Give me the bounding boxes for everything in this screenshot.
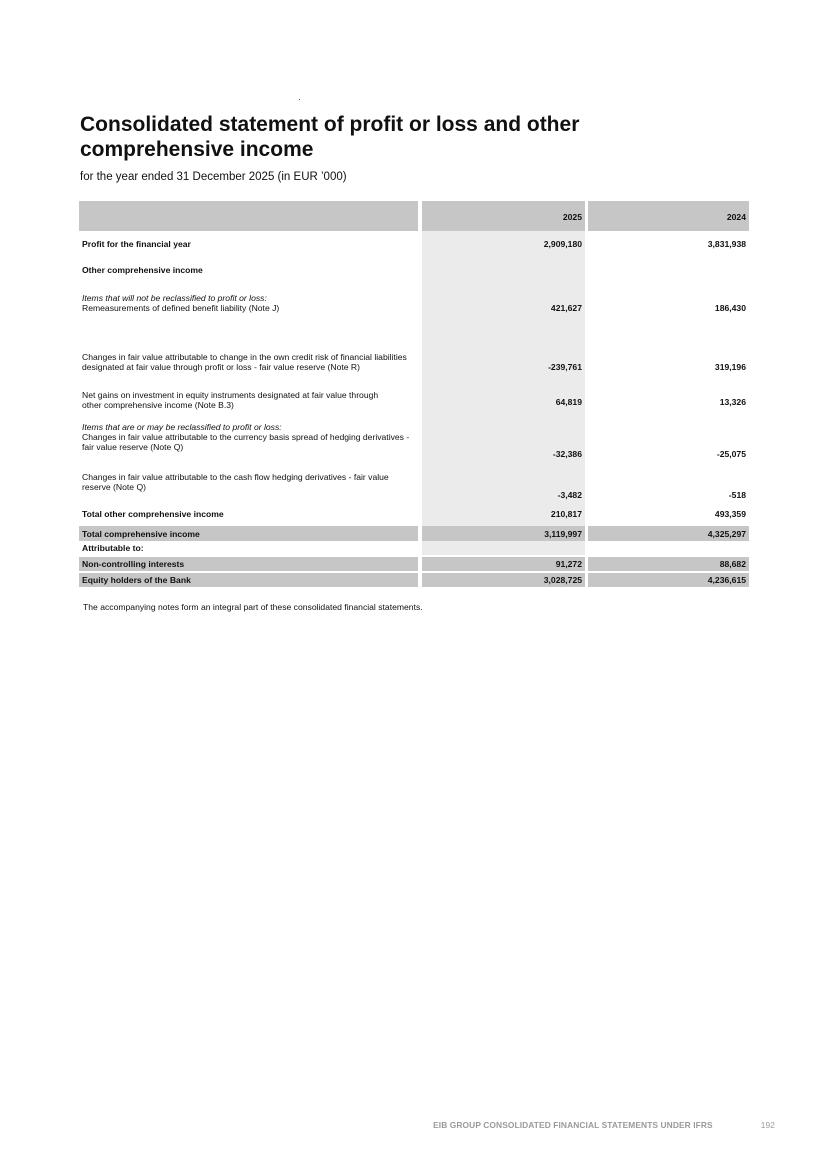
page-number: 192 — [760, 1120, 775, 1130]
row-label: Net gains on investment in equity instruments designated at fair value through other comprehensive income (Note B.3) — [82, 390, 379, 410]
subsection-heading: Items that are or may be reclassified to profit or loss: — [82, 422, 282, 432]
row-label: Total other comprehensive income — [82, 509, 224, 519]
footnote: The accompanying notes form an integral part of these consolidated financial statements. — [83, 602, 423, 612]
value-2025: -32,386 — [422, 411, 585, 461]
value-2024: 13,326 — [719, 397, 746, 407]
value-2024: -25,075 — [716, 449, 746, 459]
table-row-remeasurements — [79, 284, 749, 318]
table-row-profit — [79, 231, 749, 256]
row-label: Attributable to: — [82, 543, 144, 553]
value-2024: 319,196 — [714, 362, 746, 372]
row-label: Equity holders of the Bank — [79, 573, 418, 587]
value-2025: 2,909,180 — [422, 231, 585, 256]
value-2025: 91,272 — [422, 557, 585, 571]
page-title — [80, 112, 680, 162]
value-2025: 210,817 — [422, 502, 585, 526]
table-header-row — [79, 201, 749, 231]
column-header-2024: 2024 — [588, 201, 749, 231]
row-label: Changes in fair value attributable to change in the own credit risk of financial liabilities designated at fair value through profit or loss - fair value reserve (Note R) — [82, 352, 407, 372]
table-row-cash-flow — [79, 461, 749, 502]
value-2024: -518 — [728, 490, 746, 500]
value-2025: 421,627 — [422, 284, 585, 318]
value-2025: -239,761 — [422, 318, 585, 374]
value-2024: 4,236,615 — [588, 573, 749, 587]
table-row-total-comprehensive-income — [79, 526, 749, 541]
table-row-non-controlling — [79, 557, 749, 571]
table-row-equity-holders — [79, 573, 749, 587]
row-label — [79, 284, 418, 318]
page-footer — [433, 1120, 775, 1130]
row-label: Profit for the financial year — [82, 238, 191, 249]
row-label-text: Remeasurements of defined benefit liability (Note J) — [82, 303, 280, 313]
row-label-text: Changes in fair value attributable to the currency basis spread of hedging derivatives - fair value reserve (Note Q) — [82, 432, 410, 452]
table-row-equity-instruments — [79, 374, 749, 411]
table-row-oci-heading — [79, 256, 749, 284]
table-row-own-credit — [79, 318, 749, 374]
value-2024: 3,831,938 — [707, 238, 746, 249]
income-statement-table — [79, 201, 749, 587]
row-label: Total comprehensive income — [79, 526, 418, 541]
table-row-currency-basis — [79, 411, 749, 461]
value-2025: 64,819 — [422, 374, 585, 411]
table-row-attributable — [79, 541, 749, 555]
row-label: Non-controlling interests — [79, 557, 418, 571]
value-2025: 3,028,725 — [422, 573, 585, 587]
subsection-heading: Items that will not be reclassified to profit or loss: — [82, 293, 267, 303]
section-heading: Other comprehensive income — [82, 265, 203, 275]
value-2025: 3,119,997 — [422, 526, 585, 541]
value-2024: 4,325,297 — [588, 526, 749, 541]
value-2024: 186,430 — [714, 303, 746, 313]
page-title-line-1: Consolidated statement of profit or loss and other — [80, 113, 580, 136]
footer-title: EIB GROUP CONSOLIDATED FINANCIAL STATEMENTS UNDER IFRS — [433, 1120, 713, 1130]
table-row-total-oci — [79, 502, 749, 526]
page-speck — [299, 99, 300, 100]
column-header-2025: 2025 — [422, 201, 585, 231]
row-label — [79, 411, 418, 461]
page-subtitle: for the year ended 31 December 2025 (in EUR ’000) — [80, 171, 347, 183]
header-label-cell — [79, 201, 418, 231]
value-2025: -3,482 — [422, 461, 585, 502]
row-label: Changes in fair value attributable to the cash flow hedging derivatives - fair value reserve (Note Q) — [82, 472, 389, 492]
value-2024: 88,682 — [588, 557, 749, 571]
page-title-line-2: comprehensive income — [80, 138, 314, 161]
value-2024: 493,359 — [714, 509, 746, 519]
